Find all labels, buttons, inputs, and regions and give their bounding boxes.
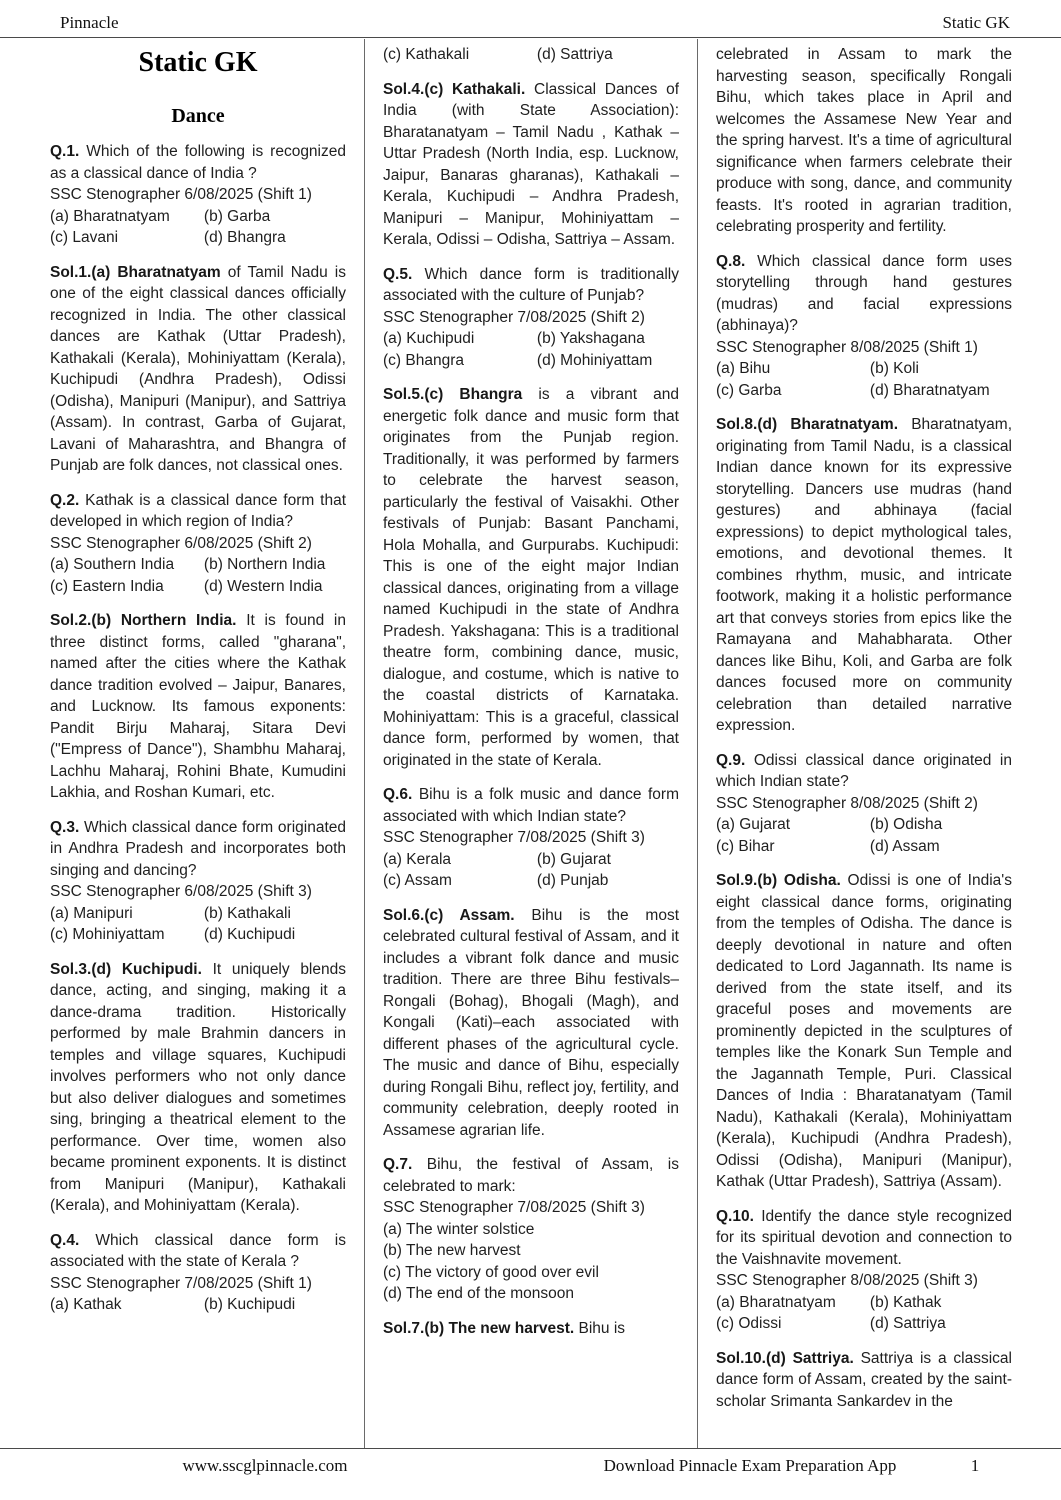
option-row (50, 1294, 346, 1316)
section-title: Dance (171, 105, 225, 127)
solution-answer: Sol.5.(c) Bhangra (383, 386, 523, 403)
option-row (50, 554, 346, 576)
solution-text: Sol.4.(c) Kathakali. Classical Dances of India (with State Association): Bharatanatyam – Tamil Nadu , Kathak – Uttar Pradesh (North India, esp. Lucknow, Jaipur, Banaras gharanas), Kathakali – Kerala, Kuchipudi – Andhra Pradesh, Manipuri – Manipur, Mohiniyattam – Kerala, Odissi – Odisha, Sattriya – Assam. (383, 80, 679, 248)
page-title: Static GK (138, 47, 258, 78)
option: (a) Southern India (50, 556, 175, 573)
option: (a) Bharatnatyam (50, 207, 170, 225)
option: (b) Kathak (869, 1293, 942, 1311)
question-number: Q.10. (716, 1207, 754, 1225)
option: (a) The winter solstice (383, 1220, 535, 1238)
exam-source-line: SSC Stenographer 7/08/2025 (Shift 1) (50, 1274, 312, 1292)
option: (b) Yakshagana (536, 330, 645, 347)
question-number: Q.2. (50, 491, 80, 509)
column-2 (383, 39, 679, 1448)
question-number: Q.3. (50, 818, 80, 836)
option-row (716, 836, 1012, 858)
solution-answer: Sol.1.(a) Bharatnatyam (50, 263, 221, 281)
column-divider (697, 39, 698, 1448)
solution-text: Sol.6.(c) Assam. Bihu is the most celebrated cultural festival of Assam, and it includes a vibrant folk dance and music tradition. There are three Bihu festivals–Rongali (Bohag), Bhogali (Magh), and Kongali (Kati)–each associated with different phases of the agricultural cycle. The music and dance of Bihu, especially during Rongali Bihu, reflect joy, fertility, and community celebration, deeply rooted in Assamese agrarian life. (383, 906, 679, 1139)
option-row (383, 849, 679, 871)
content-area (0, 39, 1061, 1448)
solution-text: Sol.2.(b) Northern India. It is found in three distinct forms, called "gharana", named after the cities where the Kathak dance tradition evolved – Jaipur, Banares, and Lucknow. Its famous exponents: Pandit Birju Maharaj, Sitara Devi ("Empress of Dance"), Shambhu Maharaj, Lachhu Maharaj, Rohini Bhate, Kumudini Lakhia, and Roshan Kumari, etc. (50, 612, 346, 801)
page-footer (0, 1448, 1061, 1500)
option: (b) Odisha (869, 816, 943, 833)
option-row (716, 1313, 1012, 1335)
question-text: Q.9. Odissi classical dance originated in which Indian state? (716, 751, 1012, 790)
option: (c) Mohiniyattam (50, 926, 165, 943)
option-row (383, 328, 679, 350)
option: (b) Gujarat (536, 850, 611, 868)
option-row (716, 814, 1012, 836)
option-row (383, 350, 679, 372)
page-header (0, 0, 1061, 38)
column-1 (50, 39, 346, 1448)
footer-app-text: Download Pinnacle Exam Preparation App (603, 1456, 897, 1475)
exam-source-line: SSC Stenographer 7/08/2025 (Shift 2) (383, 308, 645, 326)
continued-solution-text: celebrated in Assam to mark the harvesting season, specifically Rongali Bihu, which takes place in April and welcomes the Assamese New Year and the spring harvest. It's a time of agricultural significance when farmers celebrate their produce with song, dance, and community feasts. It's rooted in agrarian tradition, celebrating prosperity and fertility. (716, 46, 1012, 235)
solution-text: Sol.8.(d) Bharatnatyam. Bharatnatyam, originating from Tamil Nadu, is a classical Indian dance known for its expressive storytelling. Dancers use mudras (hand gestures) and abhinaya (facial expressions) to depict mythological tales, emotions, and devotional themes. It combines rhythm, music, and intricate footwork, making it a holistic performance art that conveys stories from epics like the Ramayana and Mahabharata. Other dances like Bihu, Koli, and Garba are folk dances focused more on community celebration than detailed narrative expression. (716, 416, 1012, 734)
option-row (383, 870, 679, 892)
option: (b) Garba (203, 207, 271, 225)
solution-text: Sol.10.(d) Sattriya. Sattriya is a classical dance form of Assam, created by the saint-scholar Srimanta Sankardev in the (716, 1349, 1012, 1410)
question-number: Q.1. (50, 143, 80, 160)
option: (b) Koli (869, 360, 920, 377)
option: (d) Bharatnatyam (869, 381, 990, 399)
option-row (50, 903, 346, 925)
exam-source-line: SSC Stenographer 6/08/2025 (Shift 2) (50, 534, 312, 552)
option: (c) Bhangra (383, 351, 464, 369)
question-text: Q.3. Which classical dance form originated in Andhra Pradesh and incorporates both singing and dancing? (50, 818, 346, 879)
option: (c) Garba (716, 381, 782, 399)
exam-source-line: SSC Stenographer 7/08/2025 (Shift 3) (383, 829, 645, 846)
question-text: Q.2. Kathak is a classical dance form that developed in which region of India? (50, 491, 346, 530)
option: (c) The victory of good over evil (383, 1263, 599, 1281)
option: (d) Western India (203, 577, 323, 595)
exam-source-line: SSC Stenographer 8/08/2025 (Shift 2) (716, 794, 978, 812)
option: (c) Assam (383, 872, 452, 889)
header-right-title: Static GK (942, 13, 1010, 32)
question-number: Q.4. (50, 1231, 80, 1249)
solution-answer: Sol.9.(b) Odisha. (716, 872, 841, 889)
solution-answer: Sol.10.(d) Sattriya. (716, 1349, 854, 1367)
exam-source-line: SSC Stenographer 8/08/2025 (Shift 1) (716, 338, 978, 356)
question-text: Q.7. Bihu, the festival of Assam, is celebrated to mark: (383, 1156, 679, 1195)
solution-answer: Sol.4.(c) Kathakali. (383, 80, 526, 98)
question-text: Q.6. Bihu is a folk music and dance form associated with which Indian state? (383, 786, 679, 825)
solution-text: Sol.5.(c) Bhangra is a vibrant and energetic folk dance and music form that originates from the Punjab region. Traditionally, it was performed by farmers to celebrate the harvest season, particularly the festival of Vaisakhi. Other festivals of Punjab: Basant Panchami, Hola Mohalla, and Gurpurabs. Kuchipudi: This is one of the eight major Indian classical dances, originating from a village named Kuchipudi in the state of Andhra Pradesh. Yakshagana: This is a traditional theatre form, combining dance, music, dialogue, and costume, which is native to the coastal districts of Karnataka. Mohiniyattam: This is a graceful, classical dance form, performed by women, that originated in the state of Kerala. (383, 386, 679, 769)
question-number: Q.5. (383, 265, 413, 283)
question-text: Q.5. Which dance form is traditionally associated with the culture of Punjab? (383, 265, 679, 304)
question-number: Q.9. (716, 751, 746, 769)
option: (c) Odissi (716, 1315, 782, 1332)
option: (d) Sattriya (536, 46, 613, 63)
solution-answer: Sol.2.(b) Northern India. (50, 612, 237, 629)
column-3 (716, 39, 1012, 1448)
option: (a) Kathak (50, 1296, 122, 1313)
option-row (50, 206, 346, 228)
option: (d) The end of the monsoon (383, 1285, 575, 1302)
option: (a) Manipuri (50, 904, 133, 922)
option: (d) Kuchipudi (203, 926, 296, 943)
question-number: Q.6. (383, 786, 413, 803)
option-row (50, 227, 346, 249)
exam-source-line: SSC Stenographer 6/08/2025 (Shift 1) (50, 186, 312, 203)
solution-text: Sol.1.(a) Bharatnatyam of Tamil Nadu is one of the eight classical dances officially recognized in India. The other classical dances are Kathak (Uttar Pradesh), Kathakali (Kerala), Mohiniyattam (Kerala), Kuchipudi (Andhra Pradesh), Odissi (Odisha), Manipuri (Manipur), and Sattriya (Assam). In contrast, Garba of Gujarat, Lavani of Maharashtra, and Bhangra of Punjab are folk dances, not classical ones. (50, 263, 346, 474)
solution-answer: Sol.8.(d) Bharatnatyam. (716, 416, 899, 433)
question-number: Q.8. (716, 252, 746, 270)
question-number: Q.7. (383, 1156, 413, 1173)
exam-source-line: SSC Stenographer 8/08/2025 (Shift 3) (716, 1272, 978, 1289)
solution-answer: Sol.3.(d) Kuchipudi. (50, 960, 202, 978)
solution-text: Sol.7.(b) The new harvest. Bihu is (383, 1319, 626, 1337)
option: (a) Kuchipudi (383, 330, 475, 347)
option-row (50, 576, 346, 598)
question-text: Q.10. Identify the dance style recognized for its spiritual devotion and connection to the Vaishnavite movement. (716, 1207, 1012, 1268)
option: (c) Eastern India (50, 577, 164, 595)
question-text: Q.1. Which of the following is recognized as a classical dance of India ? (50, 143, 346, 182)
option: (c) Kathakali (383, 46, 470, 63)
option: (b) The new harvest (383, 1242, 521, 1259)
option-row (383, 44, 679, 66)
option-row (716, 1292, 1012, 1314)
solution-text: Sol.9.(b) Odisha. Odissi is one of India's eight classical dance forms, originating from the temples of Odisha. The dance is deeply devotional in nature and often dedicated to Lord Jagannath. Its name is derived from the state itself, and its graceful poses and movements are prominently depicted in the sculptures of temples like the Konark Sun Temple and the Jagannath Temple, Puri. Classical Dances of India : Bharatanatyam (Tamil Nadu), Kathakali (Kerala), Mohiniyattam (Kerala), Kuchipudi (Andhra Pradesh), Odissi (Odisha), Manipuri (Manipur), Kathak (Uttar Pradesh), Sattriya (Assam). (716, 872, 1012, 1190)
option: (d) Punjab (536, 872, 609, 889)
column-divider (364, 39, 365, 1448)
exam-source-line: SSC Stenographer 6/08/2025 (Shift 3) (50, 883, 312, 900)
question-text: Q.4. Which classical dance form is associated with the state of Kerala ? (50, 1231, 346, 1270)
option: (c) Bihar (716, 837, 775, 855)
question-text: Q.8. Which classical dance form uses storytelling through hand gestures (mudras) and facial expressions (abhinaya)? (716, 252, 1012, 334)
option: (b) Northern India (203, 556, 326, 573)
option: (a) Bihu (716, 360, 771, 377)
option: (a) Gujarat (716, 816, 791, 833)
option-row (716, 358, 1012, 380)
option-row (716, 380, 1012, 402)
option: (d) Sattriya (869, 1315, 946, 1332)
solution-text: Sol.3.(d) Kuchipudi. It uniquely blends dance, acting, and singing, making it a dance-drama tradition. Historically performed by male Brahmin dancers in temples and village squares, Kuchipudi involves performers who not only dance but also deliver dialogues and sometimes sing, bringing a theatrical element to the performance. Over time, women also became prominent exponents. It is distinct from Manipuri (Manipur), Kathakali (Kerala), and Mohiniyattam (Kerala). (50, 960, 346, 1214)
option: (d) Assam (869, 837, 940, 855)
option: (b) Kathakali (203, 904, 291, 922)
exam-source-line: SSC Stenographer 7/08/2025 (Shift 3) (383, 1199, 645, 1216)
option: (a) Bharatnatyam (716, 1293, 836, 1311)
option: (d) Bhangra (203, 229, 286, 246)
solution-answer: Sol.7.(b) The new harvest. (383, 1319, 575, 1337)
footer-website: www.sscglpinnacle.com (182, 1456, 348, 1475)
option-row (50, 924, 346, 946)
header-left-title: Pinnacle (60, 13, 119, 32)
option: (d) Mohiniyattam (536, 351, 653, 369)
option: (a) Kerala (383, 850, 452, 868)
solution-answer: Sol.6.(c) Assam. (383, 906, 515, 924)
page-number: 1 (970, 1456, 980, 1475)
option: (c) Lavani (50, 229, 119, 246)
option: (b) Kuchipudi (203, 1296, 296, 1313)
